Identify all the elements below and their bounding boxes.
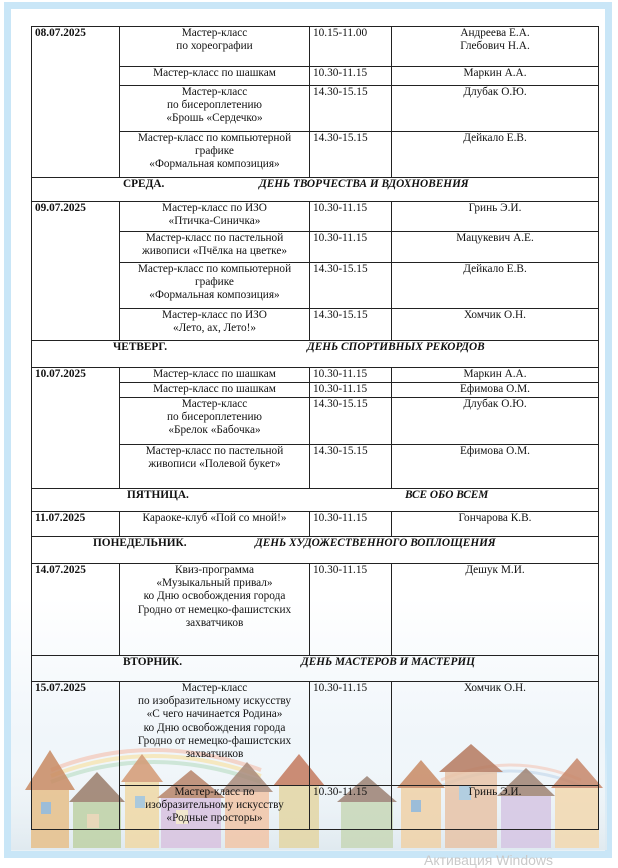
time-cell: 10.30-11.15 [310,682,392,786]
windows-activation-watermark: Активация Windows [424,852,554,868]
event-cell: Мастер-класс по компьютерной графике «Формальная композиция» [120,263,310,309]
organizer-cell: Длубак О.Ю. [392,398,599,445]
organizer-cell: Дешук М.И. [392,564,599,656]
table-row [32,512,599,537]
organizer-cell: Дейкало Е.В. [392,263,599,309]
weekday-label: ВТОРНИК. [123,656,183,668]
organizer-cell: Гринь Э.И. [392,786,599,830]
date-cell: 10.07.2025 [32,368,120,489]
event-cell: Мастер-класс по ИЗО «Лето, ах, Лето!» [120,309,310,341]
table-row [32,202,599,232]
organizer-cell: Гринь Э.И. [392,202,599,232]
organizer-cell: Хомчик О.Н. [392,309,599,341]
day-header-row [32,489,599,512]
weekday-label: ПОНЕДЕЛЬНИК. [93,537,187,549]
organizer-cell: Мацукевич А.Е. [392,232,599,263]
day-header-row [32,341,599,368]
event-cell: Мастер-класс по компьютерной графике «Формальная композиция» [120,132,310,178]
day-header-row [32,656,599,682]
date-cell: 15.07.2025 [32,682,120,830]
organizer-cell: Длубак О.Ю. [392,86,599,132]
date-cell: 08.07.2025 [32,27,120,178]
event-cell: Мастер-класс по изобразительному искусству «С чего начинается Родина» ко Дню освобождения города Гродно от немецко-фашистских захватчиков [120,682,310,786]
time-cell: 10.30-11.15 [310,67,392,86]
time-cell: 14.30-15.15 [310,86,392,132]
table-row [32,564,599,656]
organizer-cell: Ефимова О.М. [392,383,599,398]
date-cell: 11.07.2025 [32,512,120,537]
time-cell: 14.30-15.15 [310,263,392,309]
time-cell: 10.30-11.15 [310,383,392,398]
weekday-label: ЧЕТВЕРГ. [113,341,168,353]
event-cell: Квиз-программа «Музыкальный привал» ко Дню освобождения города Гродно от немецко-фашистских захватчиков [120,564,310,656]
event-cell: Мастер-класс по бисероплетению «Брошь «Сердечко» [120,86,310,132]
time-cell: 10.15-11.00 [310,27,392,67]
weekday-label: СРЕДА. [123,178,165,190]
organizer-cell: Андреева Е.А. Глебович Н.А. [392,27,599,67]
event-cell: Караоке-клуб «Пой со мной!» [120,512,310,537]
time-cell: 10.30-11.15 [310,786,392,830]
event-cell: Мастер-класс по шашкам [120,67,310,86]
date-cell: 09.07.2025 [32,202,120,341]
schedule-table [31,26,599,830]
event-cell: Мастер-класс по изобразительному искусству «Родные просторы» [120,786,310,830]
organizer-cell: Маркин А.А. [392,67,599,86]
time-cell: 10.30-11.15 [310,232,392,263]
organizer-cell: Гончарова К.В. [392,512,599,537]
organizer-cell: Ефимова О.М. [392,445,599,489]
table-row [32,27,599,67]
organizer-cell: Хомчик О.Н. [392,682,599,786]
organizer-cell: Маркин А.А. [392,368,599,383]
time-cell: 10.30-11.15 [310,368,392,383]
day-theme: ДЕНЬ СПОРТИВНЫХ РЕКОРДОВ [307,341,485,353]
event-cell: Мастер-класс по шашкам [120,368,310,383]
event-cell: Мастер-класс по хореографии [120,27,310,67]
time-cell: 14.30-15.15 [310,309,392,341]
event-cell: Мастер-класс по пастельной живописи «Пчёлка на цветке» [120,232,310,263]
day-theme: ДЕНЬ ТВОРЧЕСТВА И ВДОХНОВЕНИЯ [259,178,469,190]
table-row [32,682,599,786]
day-theme: ДЕНЬ МАСТЕРОВ И МАСТЕРИЦ [301,656,475,668]
time-cell: 14.30-15.15 [310,132,392,178]
time-cell: 10.30-11.15 [310,202,392,232]
time-cell: 10.30-11.15 [310,512,392,537]
day-theme: ВСЕ ОБО ВСЕМ [405,489,489,501]
weekday-label: ПЯТНИЦА. [127,489,189,501]
time-cell: 14.30-15.15 [310,398,392,445]
time-cell: 14.30-15.15 [310,445,392,489]
event-cell: Мастер-класс по ИЗО «Птичка-Синичка» [120,202,310,232]
day-header-row [32,537,599,564]
organizer-cell: Дейкало Е.В. [392,132,599,178]
time-cell: 10.30-11.15 [310,564,392,656]
table-row [32,368,599,383]
day-header-row [32,178,599,202]
day-theme: ДЕНЬ ХУДОЖЕСТВЕННОГО ВОПЛОЩЕНИЯ [255,537,496,549]
date-cell: 14.07.2025 [32,564,120,656]
event-cell: Мастер-класс по бисероплетению «Брелок «Бабочка» [120,398,310,445]
event-cell: Мастер-класс по шашкам [120,383,310,398]
event-cell: Мастер-класс по пастельной живописи «Полевой букет» [120,445,310,489]
